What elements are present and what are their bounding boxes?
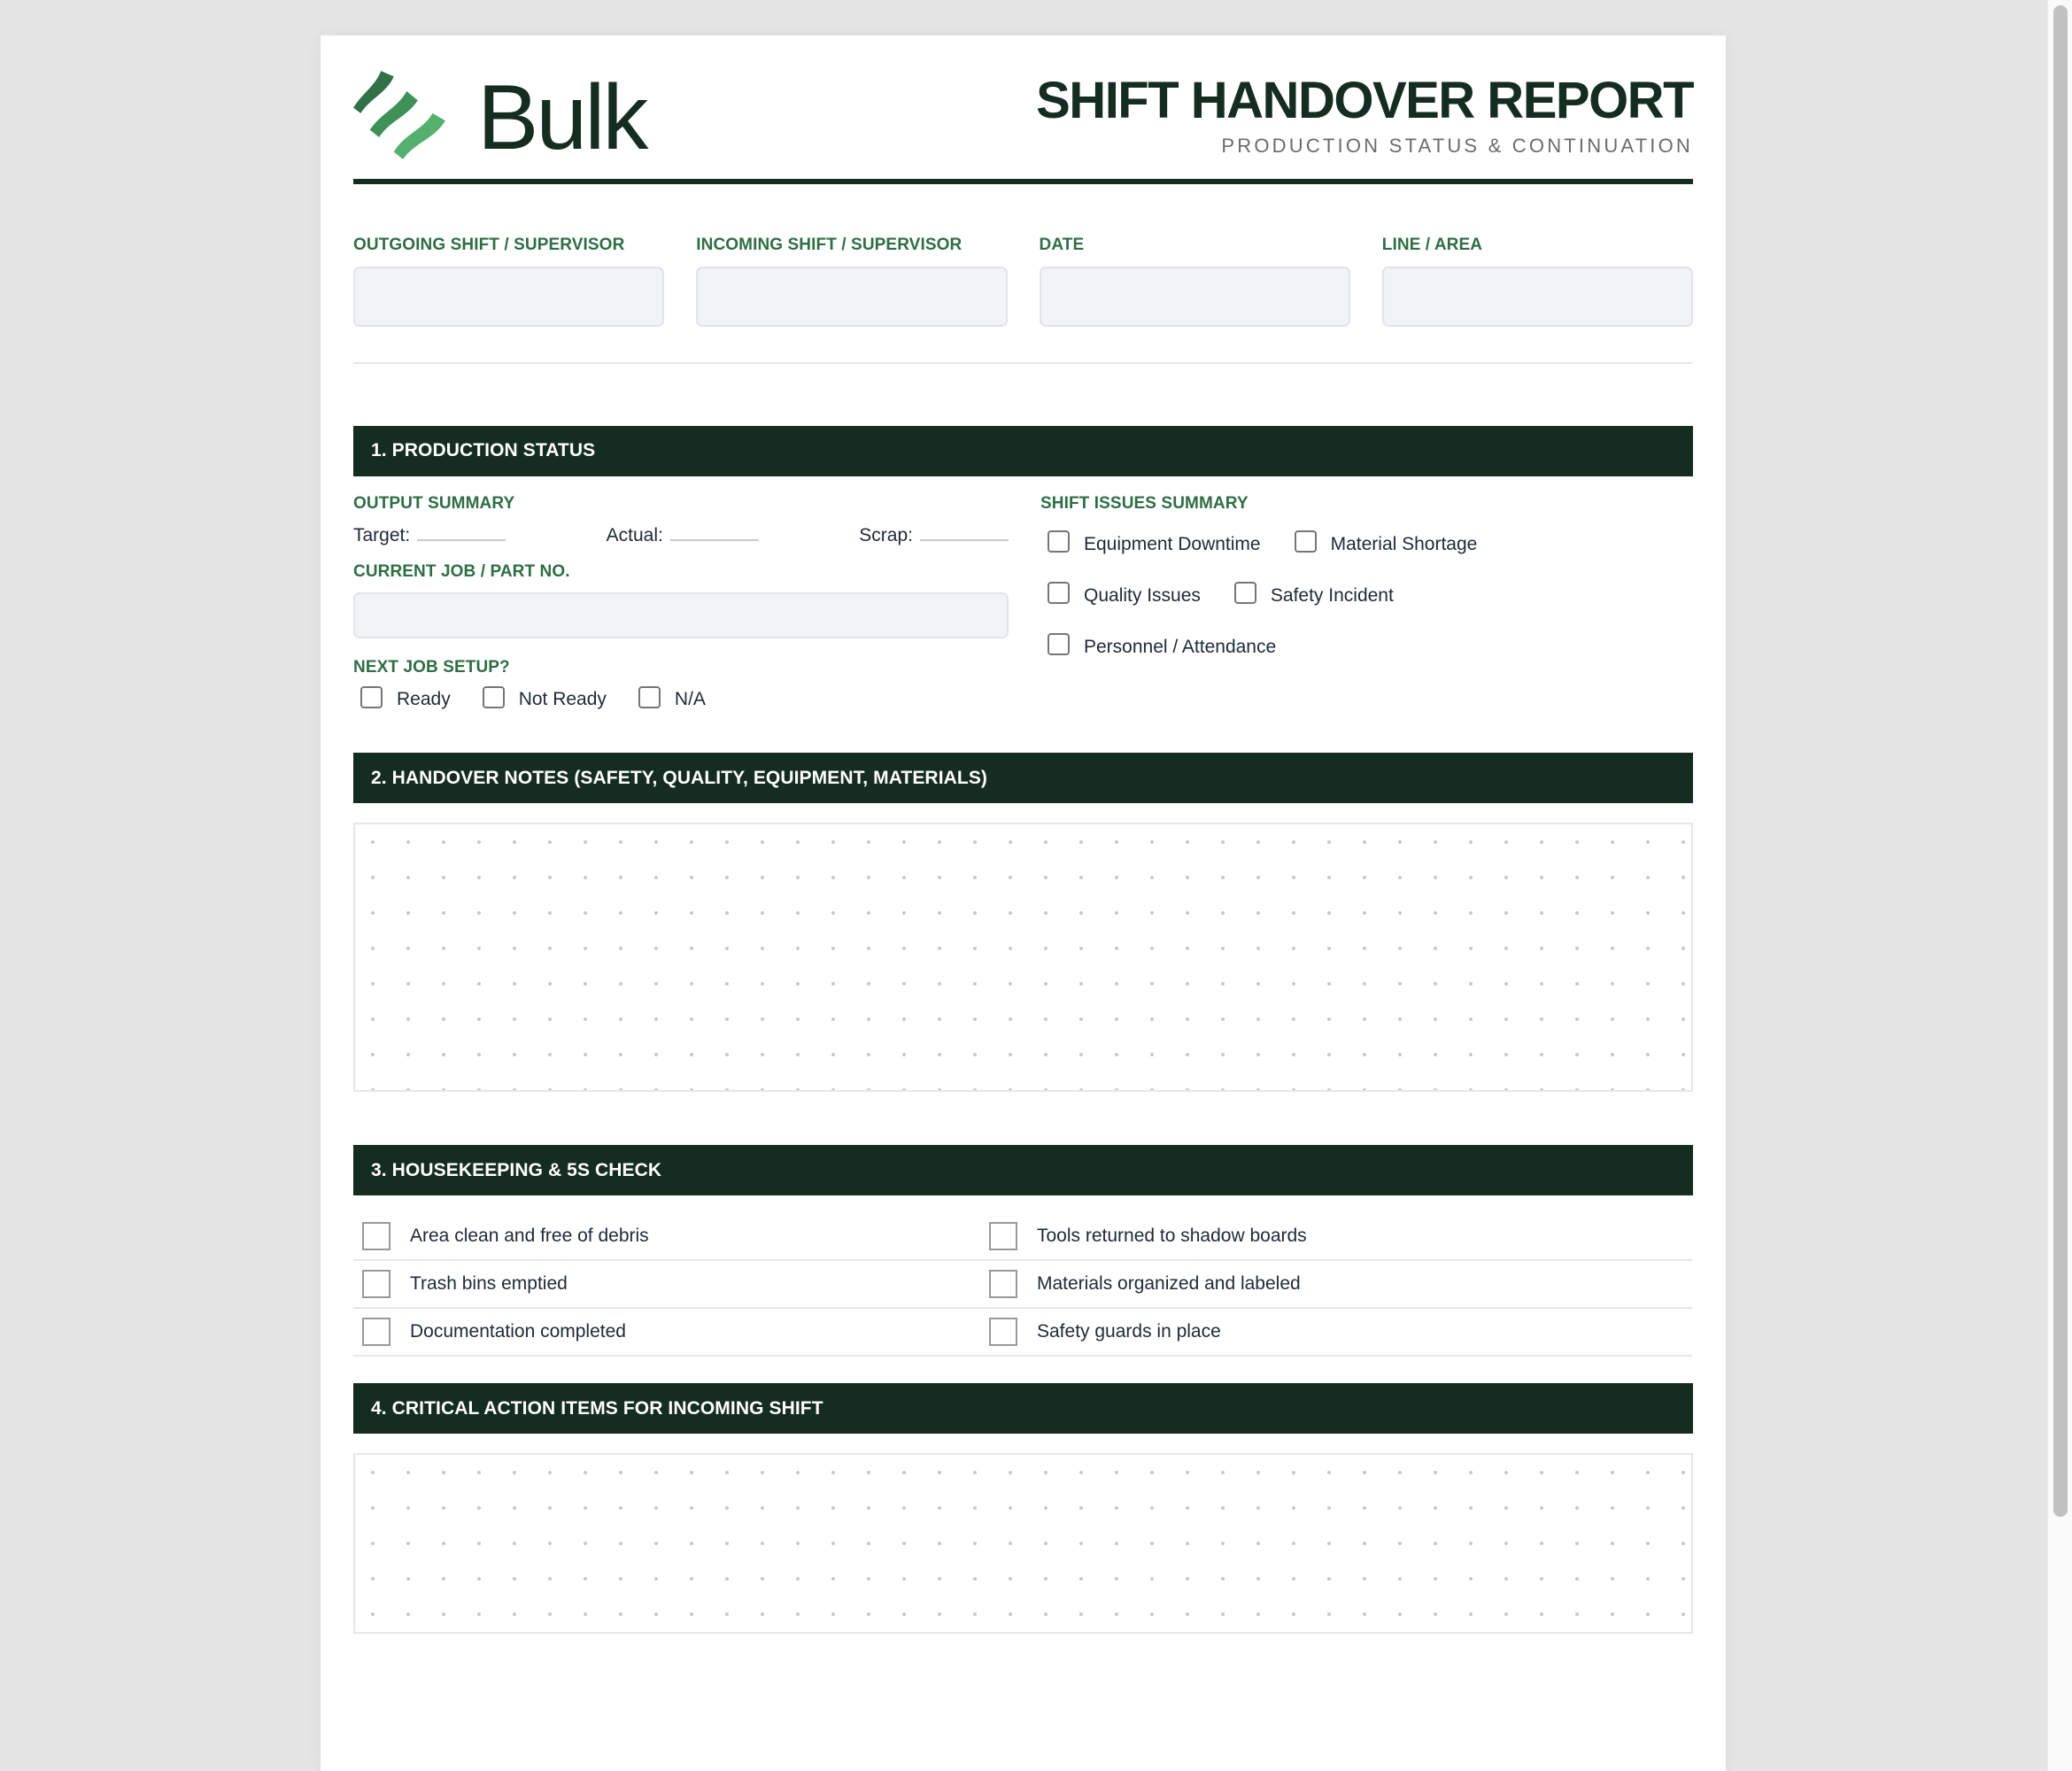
issue-safety-incident[interactable] [1234,585,1394,607]
actual-label: Actual: [606,524,663,545]
checklist-checkbox[interactable] [989,1270,1017,1298]
checklist-item-label: Area clean and free of debris [410,1226,649,1247]
equipment-downtime-label: Equipment Downtime [1084,533,1261,554]
checklist-item[interactable] [353,1213,989,1261]
issue-equipment-downtime[interactable] [1048,534,1261,555]
target-label: Target: [353,524,411,545]
ready-label: Ready [397,689,451,710]
issue-quality-issues[interactable] [1048,585,1201,607]
option-na[interactable] [638,689,706,710]
production-right-column [1040,494,1692,710]
logo-wave-icon [353,69,445,161]
line-area-field [1382,236,1693,327]
issue-material-shortage[interactable] [1295,534,1478,555]
ready-checkbox[interactable] [360,686,383,708]
next-job-setup-label: NEXT JOB SETUP? [353,658,510,677]
checklist-checkbox[interactable] [362,1222,390,1250]
vertical-scrollbar[interactable] [2047,0,2072,1771]
target-blank[interactable] [417,539,506,541]
personnel-attendance-checkbox[interactable] [1048,633,1070,655]
line-area-input[interactable] [1382,267,1693,327]
output-summary-row [353,525,1009,546]
report-header [353,35,1693,184]
actual-blank[interactable] [670,539,759,541]
current-job-label: CURRENT JOB / PART NO. [353,561,570,581]
section-production-status-header: 1. PRODUCTION STATUS [353,426,1693,476]
scrap-blank[interactable] [920,539,1009,541]
checklist-item[interactable] [353,1309,989,1357]
safety-incident-checkbox[interactable] [1234,582,1256,604]
scrap-output [859,525,1009,546]
current-job-input[interactable] [353,592,1009,638]
checklist-checkbox[interactable] [989,1318,1017,1346]
checklist-item-label: Trash bins emptied [410,1273,568,1295]
shift-issues-checklist [1040,525,1692,667]
checklist-item[interactable] [989,1309,1692,1357]
issues-row [1048,628,1692,667]
issues-row [1048,525,1692,564]
document-subtitle: PRODUCTION STATUS & CONTINUATION [1221,134,1693,157]
checklist-item-label: Safety guards in place [1037,1321,1221,1342]
report-page [321,35,1726,1771]
brand-name: Bulk [477,66,646,169]
shift-meta-fields [353,184,1693,364]
not-ready-checkbox[interactable] [483,686,505,708]
checklist-checkbox[interactable] [362,1270,390,1298]
checklist-item[interactable] [989,1213,1692,1261]
next-job-setup-options [360,689,1009,710]
section-housekeeping-header: 3. HOUSEKEEPING & 5S CHECK [353,1145,1693,1195]
incoming-shift-input[interactable] [696,267,1007,327]
line-area-label: LINE / AREA [1381,236,1483,254]
critical-actions-area[interactable] [353,1453,1693,1634]
checklist-item-label: Tools returned to shadow boards [1037,1226,1307,1247]
checklist-item-label: Documentation completed [410,1321,626,1342]
shift-issues-label: SHIFT ISSUES SUMMARY [1040,493,1249,513]
date-label: DATE [1039,236,1085,254]
option-ready[interactable] [360,689,451,710]
na-label: N/A [674,689,706,710]
scrap-label: Scrap: [859,524,913,545]
issues-row [1048,576,1692,615]
checklist-item[interactable] [989,1261,1692,1309]
production-left-column [353,494,1009,710]
title-block [1036,73,1693,158]
incoming-shift-label: INCOMING SHIFT / SUPERVISOR [696,236,963,254]
material-shortage-label: Material Shortage [1330,533,1478,554]
personnel-attendance-label: Personnel / Attendance [1084,636,1277,657]
section-handover-notes-header: 2. HANDOVER NOTES (SAFETY, QUALITY, EQUIPMENT, MATERIALS) [353,753,1693,803]
checklist-checkbox[interactable] [989,1222,1017,1250]
checklist-item-label: Materials organized and labeled [1037,1273,1301,1295]
production-status-body [353,476,1693,710]
not-ready-label: Not Ready [518,689,607,710]
na-checkbox[interactable] [638,686,661,708]
safety-incident-label: Safety Incident [1270,584,1394,606]
section-critical-actions-header: 4. CRITICAL ACTION ITEMS FOR INCOMING SHIFT [353,1383,1693,1434]
outgoing-shift-input[interactable] [353,267,664,327]
checklist-item[interactable] [353,1261,989,1309]
quality-issues-checkbox[interactable] [1048,582,1070,604]
issue-personnel-attendance[interactable] [1048,637,1276,658]
date-field [1040,236,1350,327]
quality-issues-label: Quality Issues [1084,584,1201,606]
housekeeping-checklist [353,1213,1693,1357]
brand-logo [353,66,646,169]
incoming-shift-field [696,236,1007,327]
date-input[interactable] [1040,267,1350,327]
equipment-downtime-checkbox[interactable] [1048,530,1070,553]
outgoing-shift-field [353,236,664,327]
option-not-ready[interactable] [483,689,607,710]
actual-output [607,525,759,546]
outgoing-shift-label: OUTGOING SHIFT / SUPERVISOR [353,236,625,254]
material-shortage-checkbox[interactable] [1295,530,1317,553]
scrollbar-thumb[interactable] [2053,5,2068,1517]
target-output [353,525,506,546]
output-summary-label: OUTPUT SUMMARY [353,493,515,513]
document-title: SHIFT HANDOVER REPORT [1036,72,1693,129]
handover-notes-area[interactable] [353,823,1693,1092]
checklist-checkbox[interactable] [362,1318,390,1346]
